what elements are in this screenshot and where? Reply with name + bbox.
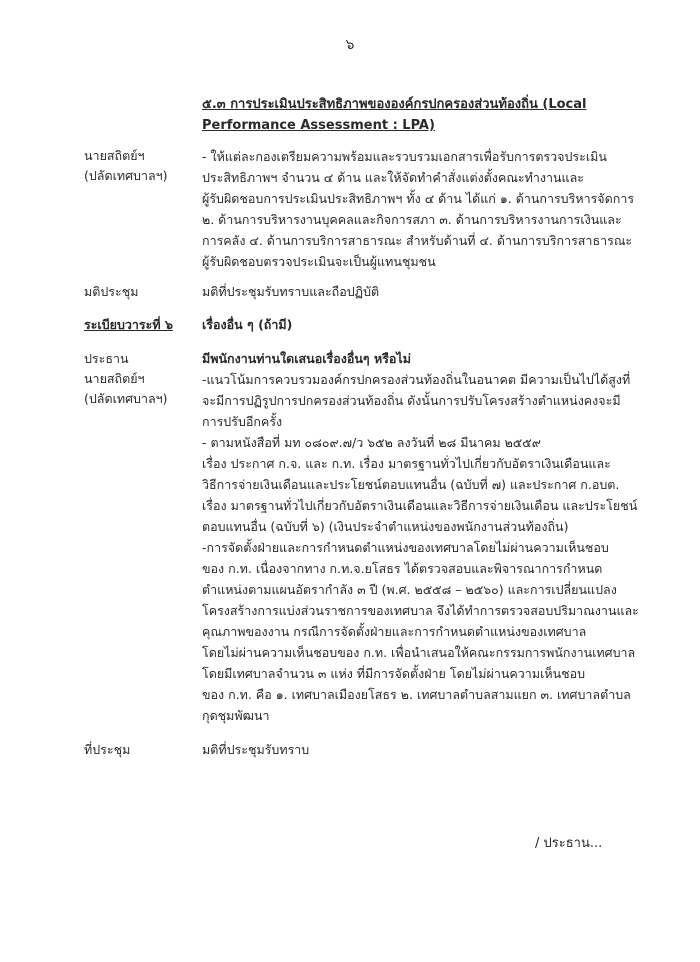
text-line: ตำแหน่งตามแผนอัตรากำลัง ๓ ปี (พ.ศ. ๒๕๕๘ – ๒๕๖๐) และการเปลี่ยนแปลง (202, 582, 617, 597)
text-line: โครงสร้างการแบ่งส่วนราชการของเทศบาล จึงได้ทำการตรวจสอบปริมาณงานและ (202, 603, 639, 618)
speaker-position: (ปลัดเทศบาลฯ) (84, 391, 168, 406)
text-line: ของ ก.ท. เนื่องจากทาง ก.ท.จ.ยโสธร ได้ตรวจสอบและพิจารณาการกำหนด (202, 561, 603, 576)
text-line: คุณภาพของงาน กรณีการจัดตั้งฝ่ายและการกำหนดตำแหน่งของเทศบาล (202, 624, 587, 639)
text-line: ตอบแทนอื่น (ฉบับที่ ๖) (เงินประจำตำแหน่งของพนักงานส่วนท้องถิ่น) (202, 519, 569, 534)
text-line: เรื่อง มาตรฐานทั่วไปเกี่ยวกับอัตราเงินเดือนและวิธีการจ่ายเงินเดือน และประโยชน์ (202, 498, 638, 513)
text-line: -การจัดตั้งฝ่ายและการกำหนดตำแหน่งของเทศบาลโดยไม่ผ่านความเห็นชอบ (202, 540, 609, 555)
text-line: ๒. ด้านการบริหารงานบุคคลและกิจการสภา ๓. ด้านการบริหารงานการเงินและ (202, 212, 622, 227)
chair-question: มีพนักงานท่านใดเสนอเรื่องอื่นๆ หรือไม่ (202, 351, 411, 366)
agenda-title: เรื่องอื่น ๆ (ถ้ามี) (202, 317, 293, 332)
text-line: การปรับอีกครั้ง (202, 414, 283, 429)
text-line: ผู้รับผิดชอบการประเมินประสิทธิภาพฯ ทั้ง ๔ ด้าน ได้แก่ ๑. ด้านการบริหารจัดการ (202, 191, 635, 206)
speaker-position: (ปลัดเทศบาลฯ) (84, 168, 168, 183)
text-line: โดยมีเทศบาลจำนวน ๓ แห่ง ที่มีการจัดตั้งฝ่าย โดยไม่ผ่านความเห็นชอบ (202, 666, 586, 681)
text-line: กุดชุมพัฒนา (202, 708, 270, 723)
resolution-label: ที่ประชุม (84, 742, 131, 757)
section-title-line: ๕.๓ การประเมินประสิทธิภาพขององค์กรปกครองส่วนท้องถิ่น (Local (202, 97, 587, 112)
section-title (202, 94, 622, 136)
text-line: โดยไม่ผ่านความเห็นชอบของ ก.ท. เพื่อนำเสนอให้คณะกรรมการพนักงานเทศบาล (202, 645, 636, 660)
page-number: ๖ (345, 37, 355, 53)
speaker-name: นายสถิตย์ฯ (84, 371, 145, 386)
text-line: ประสิทธิภาพฯ จำนวน ๔ ด้าน และให้จัดทำคำสั่งแต่งตั้งคณะทำงานและ (202, 170, 584, 185)
text-line: -แนวโน้มการควบรวมองค์กรปกครองส่วนท้องถิ่นในอนาคต มีความเป็นไปได้สูงที่ (202, 372, 631, 387)
resolution-label: มติประชุม (84, 284, 139, 299)
section-title-line: Performance Assessment : LPA) (202, 118, 435, 133)
text-line: - ตามหนังสือที่ มท ๐๘๐๙.๗/ว ๖๕๒ ลงวันที่ ๒๘ มีนาคม ๒๕๕๙ (202, 435, 541, 450)
speaker-label (84, 146, 168, 186)
text-line: จะมีการปฏิรูปการปกครองส่วนท้องถิ่น ดังนั้นการปรับโครงสร้างตำแหน่งคงจะมี (202, 393, 621, 408)
resolution-text: มติที่ประชุมรับทราบและถือปฏิบัติ (202, 284, 380, 299)
resolution-text: มติที่ประชุมรับทราบ (202, 742, 310, 757)
speaker-label (84, 369, 168, 409)
text-line: วิธีการจ่ายเงินเดือนและประโยชน์ตอบแทนอื่น (ฉบับที่ ๗) และประกาศ ก.อบต. (202, 477, 620, 492)
text-line: - ให้แต่ละกองเตรียมความพร้อมและรวบรวมเอกสารเพื่อรับการตรวจประเมิน (202, 149, 607, 164)
text-line: ผู้รับผิดชอบตรวจประเมินจะเป็นผู้แทนชุมชน (202, 254, 436, 269)
agenda-label: ระเบียบวาระที่ ๖ (84, 317, 173, 332)
text-line: การคลัง ๔. ด้านการบริการสาธารณะ สำหรับด้านที่ ๔. ด้านการบริการสาธารณะ (202, 233, 633, 248)
continuation-note: / ประธาน... (535, 836, 603, 851)
speaker-statement (202, 369, 639, 726)
chair-label: ประธาน (84, 351, 129, 366)
text-line: ของ ก.ท. คือ ๑. เทศบาลเมืองยโสธร ๒. เทศบาลตำบลสามแยก ๓. เทศบาลตำบล (202, 687, 631, 702)
text-line: เรื่อง ประกาศ ก.จ. และ ก.ท. เรื่อง มาตรฐานทั่วไปเกี่ยวกับอัตราเงินเดือนและ (202, 456, 611, 471)
speaker-statement (202, 146, 635, 272)
speaker-name: นายสถิตย์ฯ (84, 148, 145, 163)
